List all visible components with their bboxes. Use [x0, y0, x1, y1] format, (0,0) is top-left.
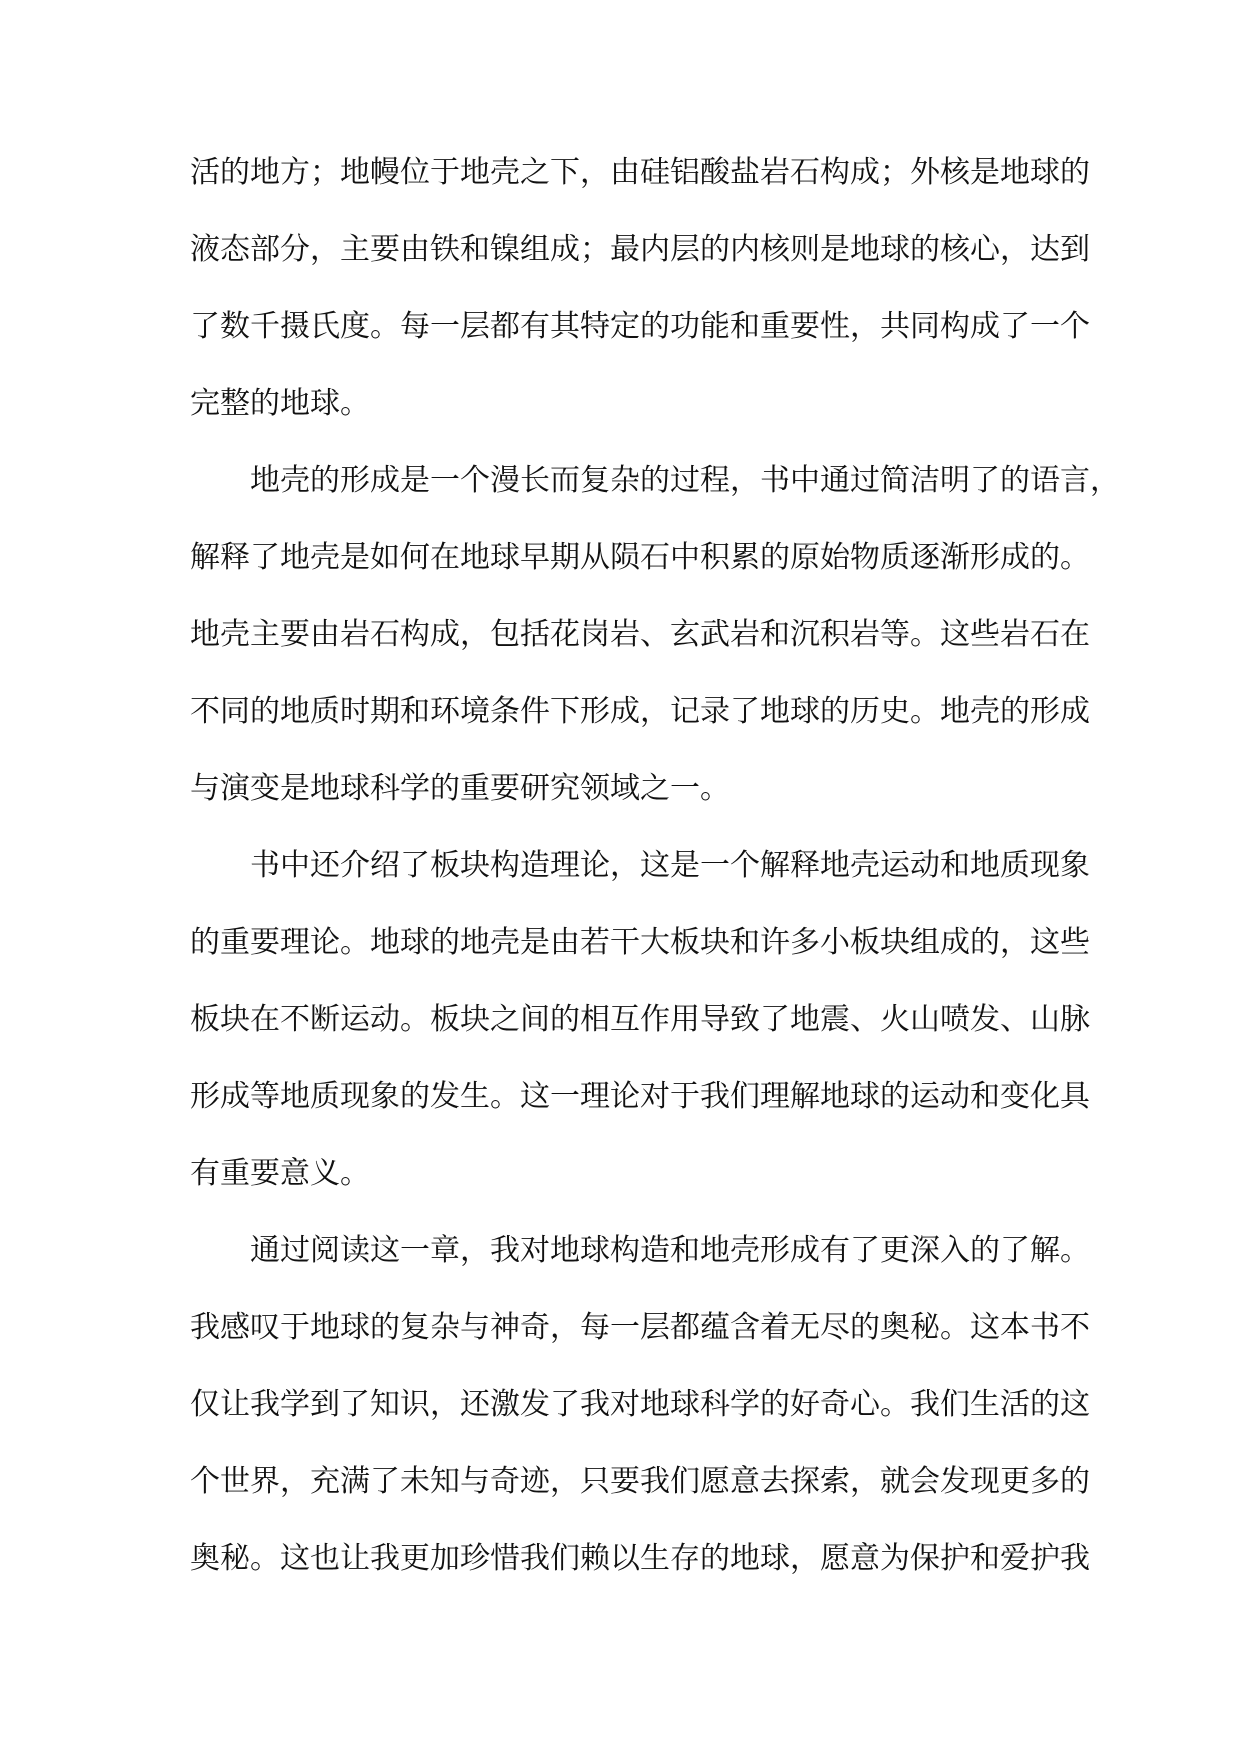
paragraph-2: [190, 458, 1120, 843]
text-line: 解释了地壳是如何在地球早期从陨石中积累的原始物质逐渐形成的。: [190, 540, 1090, 575]
text-line: 与演变是地球科学的重要研究领域之一。: [190, 771, 730, 806]
text-line: 奥秘。这也让我更加珍惜我们赖以生存的地球，愿意为保护和爱护我: [190, 1541, 1090, 1576]
text-line: 了数千摄氏度。每一层都有其特定的功能和重要性，共同构成了一个: [190, 309, 1090, 344]
paragraph-4: [190, 1228, 1090, 1613]
text-line: 完整的地球。: [190, 386, 370, 421]
text-line: 仅让我学到了知识，还激发了我对地球科学的好奇心。我们生活的这: [190, 1387, 1090, 1422]
text-line: 地壳的形成是一个漫长而复杂的过程，书中通过简洁明了的语言，: [250, 463, 1120, 498]
text-line: 书中还介绍了板块构造理论，这是一个解释地壳运动和地质现象: [250, 848, 1090, 883]
text-line: 活的地方；地幔位于地壳之下，由硅铝酸盐岩石构成；外核是地球的: [190, 155, 1090, 190]
text-line: 通过阅读这一章，我对地球构造和地壳形成有了更深入的了解。: [250, 1233, 1090, 1268]
text-line: 个世界，充满了未知与奇迹，只要我们愿意去探索，就会发现更多的: [190, 1464, 1090, 1499]
text-line: 液态部分，主要由铁和镍组成；最内层的内核则是地球的核心，达到: [190, 232, 1090, 267]
text-line: 我感叹于地球的复杂与神奇，每一层都蕴含着无尽的奥秘。这本书不: [190, 1310, 1090, 1345]
paragraph-3: [190, 843, 1090, 1228]
text-line: 不同的地质时期和环境条件下形成，记录了地球的历史。地壳的形成: [190, 694, 1090, 729]
text-line: 的重要理论。地球的地壳是由若干大板块和许多小板块组成的，这些: [190, 925, 1090, 960]
paragraph-1: [190, 150, 1090, 458]
document-body: [190, 150, 1120, 1613]
text-line: 有重要意义。: [190, 1156, 370, 1191]
text-line: 地壳主要由岩石构成，包括花岗岩、玄武岩和沉积岩等。这些岩石在: [190, 617, 1090, 652]
text-line: 形成等地质现象的发生。这一理论对于我们理解地球的运动和变化具: [190, 1079, 1090, 1114]
text-line: 板块在不断运动。板块之间的相互作用导致了地震、火山喷发、山脉: [190, 1002, 1090, 1037]
